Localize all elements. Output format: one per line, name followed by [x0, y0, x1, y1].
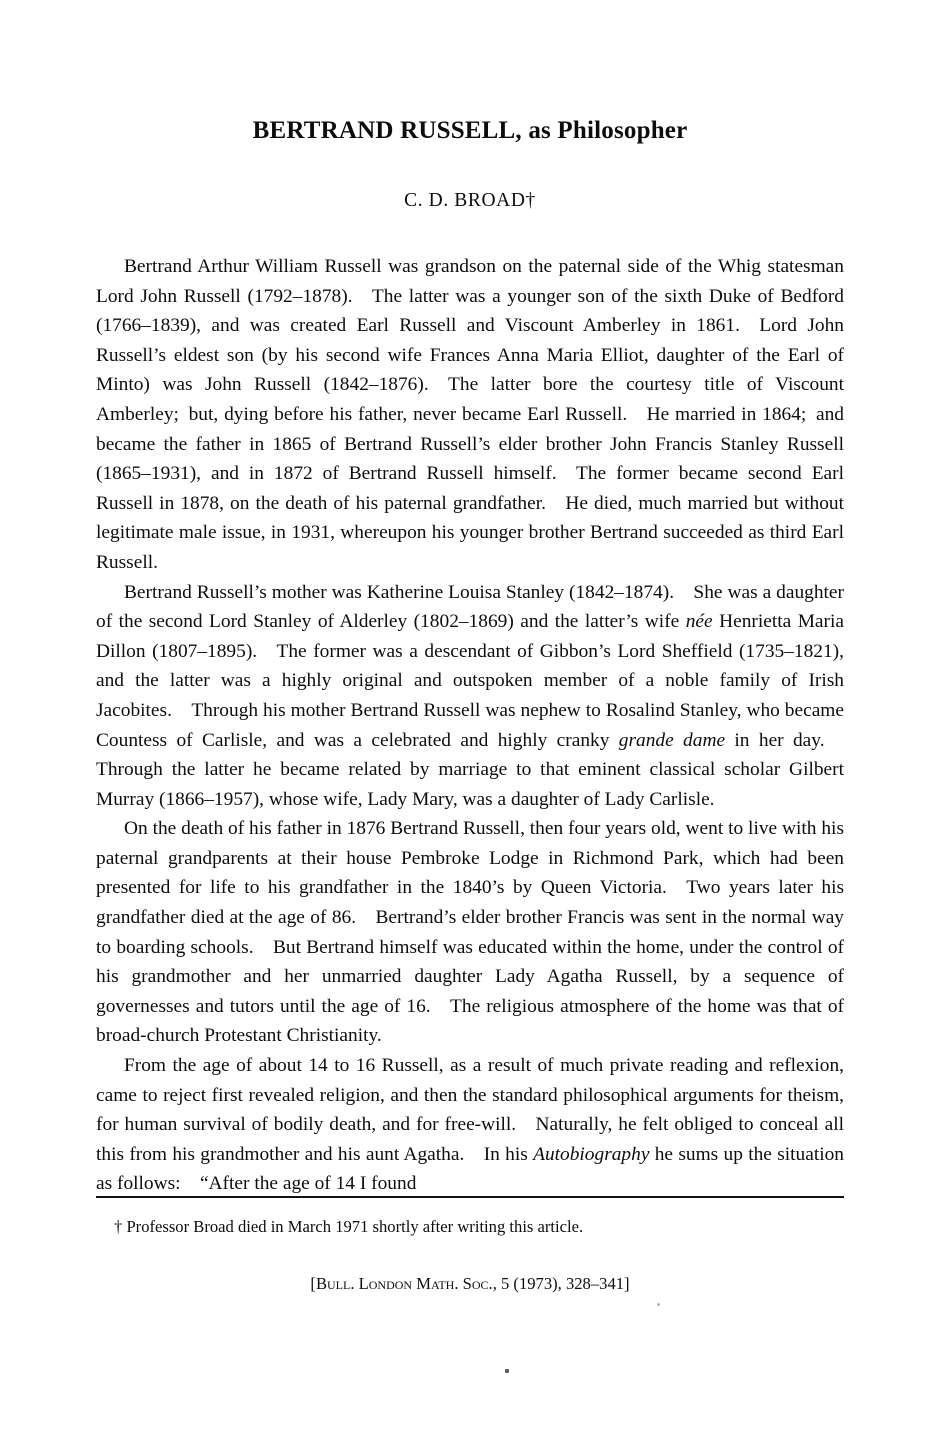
paragraph-2: [96, 578, 844, 815]
paragraph-1: [96, 252, 844, 578]
paragraph-4-text-b: he sums up the situation as follows: “After the age of 14 I found: [96, 1143, 844, 1195]
footnote-text: † Professor Broad died in March 1971 shortly after writing this article.: [114, 1217, 584, 1236]
italic-autobiography: Autobiography: [533, 1143, 650, 1165]
paragraph-4-text-a: From the age of about 14 to 16 Russell, as a result of much private reading and reflexion, came to reject first revealed religion, and then the standard philosophical arguments for theism, for human survival of bodily death, and for free-will. Naturally, he felt obliged to conceal all this from his grandmother and his aunt Agatha. In his: [96, 1055, 844, 1165]
page-title: BERTRAND RUSSELL, as Philosopher: [252, 117, 688, 144]
paragraph-3: [96, 814, 844, 1051]
journal-citation: [96, 1272, 844, 1296]
italic-nee: née: [685, 611, 713, 633]
paragraph-2-text-a: Bertrand Russell’s mother was Katherine Louisa Stanley (1842–1874). She was a daughter of the second Lord Stanley of Alderley (1802–1869) and the latter’s wife: [96, 581, 844, 633]
scan-artifact-speck: [505, 1369, 509, 1373]
paragraph-2-text-b: Henrietta Maria Dillon (1807–1895). The former was a descendant of Gibbon’s Lord Sheffield (1735–1821), and the latter was a highly original and outspoken member of a noble family of Irish Jacobites. Through his mother Bertrand Russell was nephew to Rosalind Stanley, who became Countess of Carlisle, and was a celebrated and highly cranky: [96, 611, 844, 751]
paragraph-3-text: On the death of his father in 1876 Bertrand Russell, then four years old, went to live with his paternal grandparents at their house Pembroke Lodge in Richmond Park, which had been presented for life to his grandfather in the 1840’s by Queen Victoria. Two years later his grandfather died at the age of 86. Bertrand’s elder brother Francis was sent in the normal way to boarding schools. But Bertrand himself was educated within the home, under the control of his grandmother and her unmarried daughter Lady Agatha Russell, by a sequence of governesses and tutors until the age of 16. The religious atmosphere of the home was that of broad-church Protestant Christianity.: [96, 818, 844, 1047]
citation-journal-name: Bull. London Math. Soc.: [315, 1274, 493, 1293]
author-byline: C. D. BROAD†: [404, 190, 536, 211]
paragraph-4: [96, 1051, 844, 1199]
citation-open-bracket: [: [310, 1274, 316, 1293]
citation-volume-pages: , 5 (1973), 328–341]: [492, 1274, 630, 1293]
italic-grande-dame: grande dame: [618, 729, 726, 751]
scan-artifact-speck: [657, 1303, 660, 1306]
paragraph-2-text-c: in her day. Through the latter he became related by marriage to that eminent classical scholar Gilbert Murray (1866–1957), whose wife, Lady Mary, was a daughter of Lady Carlisle.: [96, 729, 844, 810]
body-text: [96, 252, 844, 1199]
text-column: [96, 0, 844, 1199]
paragraph-1-text: Bertrand Arthur William Russell was grandson on the paternal side of the Whig statesman Lord John Russell (1792–1878). The latter was a younger son of the sixth Duke of Bedford (1766–1839), and was created Earl Russell and Viscount Amberley in 1861. Lord John Russell’s eldest son (by his second wife Frances Anna Maria Elliot, daughter of the Earl of Minto) was John Russell (1842–1876). The latter bore the courtesy title of Viscount Amberley; but, dying before his father, never became Earl Russell. He married in 1864; and became the father in 1865 of Bertrand Russell’s elder brother John Francis Stanley Russell (1865–1931), and in 1872 of Bertrand Russell himself. The former became second Earl Russell in 1878, on the death of his paternal grandfather. He died, much married but without legitimate male issue, in 1931, whereupon his younger brother Bertrand succeeded as third Earl Russell.: [96, 256, 844, 573]
footnote-separator-rule: [96, 1196, 844, 1198]
